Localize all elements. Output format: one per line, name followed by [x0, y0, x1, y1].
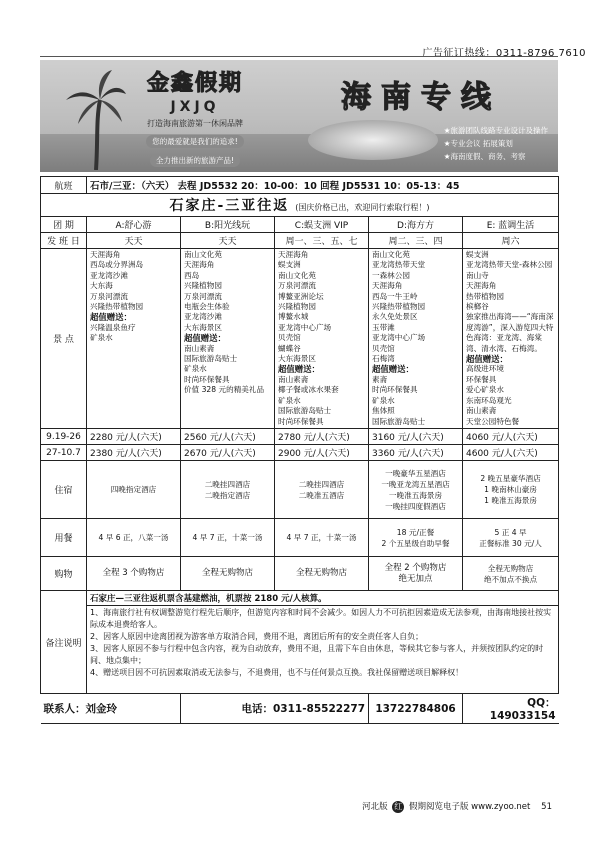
itinerary-table — [40, 176, 559, 724]
cell-line: 二晚准五酒店 — [298, 490, 345, 500]
price-value: 3360 元/人(六天) — [369, 445, 463, 461]
spot-item: 时尚环保餐具 — [278, 416, 324, 426]
spot-item: 高级进环境 — [466, 364, 504, 374]
price-value: 2560 元/人(六天) — [181, 429, 275, 445]
group-row — [41, 217, 559, 233]
cell-line: 全程无购物店 — [487, 563, 534, 573]
spot-item: 电瓶会生体验 — [184, 302, 230, 312]
spot-item: 天涯海角 — [466, 281, 497, 291]
top-divider — [40, 56, 558, 57]
schedule-label: 发 班 日 — [41, 233, 87, 249]
shopping-value — [463, 557, 559, 591]
spot-item: 西岛或分界洲岛 — [90, 260, 144, 270]
spot-item: 热带植物园 — [466, 291, 504, 301]
spot-item: 国际旅游岛贴士 — [278, 406, 332, 416]
price-value: 2900 元/人(六天) — [275, 445, 369, 461]
pool-illustration — [308, 120, 438, 160]
spot-item: 蜈支洲 — [466, 250, 489, 259]
shopping-value — [369, 557, 463, 591]
price-row — [41, 445, 559, 461]
schedule-value: 天天 — [181, 233, 275, 249]
spot-item: 亚龙湾沙滩 — [184, 312, 222, 322]
cell-line: 一晚豪华五星酒店 — [385, 468, 446, 478]
cell-line: 一晚准五海景房 — [388, 490, 443, 500]
brand-slogan: 打造海南旅游第一休闲品牌 — [147, 119, 243, 128]
remark-line: 4、赠送项目因不可抗因素取消或无法参与，不退费用，也不与任何景点互换。我社保留赠送项目解释权！ — [90, 668, 464, 677]
route-title: 石家庄-三亚往返 — [169, 198, 290, 214]
group-label: 团 期 — [41, 217, 87, 233]
footer-site: 假期阅览电子版 www.zyoo.net — [408, 802, 531, 812]
schedule-value: 周一、三、五、七 — [275, 233, 369, 249]
ad-hotline: 广告征订热线：0311-8796 7610 — [422, 48, 586, 59]
group-name: E: 蓝调生活 — [463, 217, 559, 233]
meals-value — [87, 519, 181, 557]
schedule-row — [41, 233, 559, 249]
spots-list — [275, 249, 369, 429]
phone-number: 0311-85522277 — [272, 703, 365, 715]
spot-item: 天涯海角 — [184, 260, 215, 270]
spots-list — [87, 249, 181, 429]
spot-item: 南山文化苑 — [278, 270, 316, 280]
qq-number: 149033154 — [489, 710, 556, 722]
price-value: 2280 元/人(六天) — [87, 429, 181, 445]
cell-line: 4 早 7 正，十菜一汤 — [286, 533, 357, 542]
contact-label: 联系人： — [43, 703, 86, 715]
brand-block — [120, 66, 270, 167]
cell-line: 全程 3 个购物店 — [102, 568, 165, 578]
cell-line: 四晚指定酒店 — [110, 485, 157, 494]
group-name: A:舒心游 — [87, 217, 181, 233]
spot-item: 万泉河漂流 — [90, 291, 128, 301]
spots-row — [41, 249, 559, 429]
remarks-label: 备注说明 — [41, 591, 87, 694]
spot-item: 大东海 — [90, 281, 113, 291]
spot-item: 蜈支洲 — [278, 260, 301, 270]
spot-item: 玉带滩 — [372, 322, 395, 332]
shopping-value — [275, 557, 369, 591]
remarks-head: 石家庄—三亚往返机票含基建燃油，机票按 2180 元/人核算。 — [87, 591, 559, 606]
page-number: 51 — [541, 802, 552, 812]
spot-item: 兴隆热带植物园 — [90, 302, 144, 312]
schedule-value: 周六 — [463, 233, 559, 249]
lodging-row — [41, 461, 559, 519]
gift-heading: 超值赠送： — [372, 364, 414, 375]
cell-line: 绝无加点 — [398, 573, 433, 584]
cell-line: 一晚挂四度假酒店 — [385, 501, 446, 511]
spot-item: 矿泉水 — [278, 395, 301, 405]
flight-info: 石市/三亚：（六天） 去程 JD5532 20：10-00：10 回程 JD5531 10：05-13：45 — [87, 177, 559, 194]
spot-item: 焦体照 — [372, 406, 395, 416]
title-row — [41, 194, 559, 217]
cell-line: 4 早 6 正，八菜一汤 — [98, 533, 169, 542]
lodging-value — [181, 461, 275, 519]
spot-item: 博鳌水城 — [278, 312, 309, 322]
remark-line: 2、因客人原因中途离团视为游客单方取消合同，费用不退，离团后所有的安全责任客人自负； — [90, 632, 424, 641]
group-name: D:海方方 — [369, 217, 463, 233]
schedule-value: 天天 — [87, 233, 181, 249]
banner — [40, 60, 558, 172]
qq-label: QQ： — [527, 697, 556, 709]
headline: 海南专线 — [341, 80, 501, 115]
spot-item: 亚龙湾沙滩 — [90, 270, 128, 280]
spot-item: 贝壳馆 — [278, 333, 301, 343]
price-value: 4060 元/人(六天) — [463, 429, 559, 445]
lodging-label: 住宿 — [41, 461, 87, 519]
spot-item: 天涯海角 — [90, 250, 121, 259]
spots-list — [181, 249, 275, 429]
lodging-value — [369, 461, 463, 519]
spot-item: 南山文化苑 — [372, 250, 410, 259]
cell-line: 18 元/正餐 — [396, 527, 435, 537]
spot-item: 矿泉水 — [90, 333, 113, 343]
price-date: 27-10.7 — [41, 445, 87, 461]
route-note: (国庆价格已出，欢迎同行索取行程！) — [295, 203, 430, 212]
spot-item: 贝壳馆 — [372, 343, 395, 353]
spot-item: 矿泉水 — [372, 395, 395, 405]
spot-item: 椰子餐或冰水果套 — [278, 385, 339, 395]
cell-line: 二晚挂四酒店 — [204, 479, 251, 489]
spot-item: 蝴蝶谷 — [278, 343, 301, 353]
spots-list — [369, 249, 463, 429]
slogan-pill-1: 您的最爱就是我们的追求! — [146, 135, 244, 148]
footer-edition: 河北版 — [362, 802, 388, 812]
spot-item: 兴隆热带植物园 — [372, 302, 426, 312]
taglines — [444, 124, 548, 163]
cell-line: 全程 2 个购物店 — [384, 562, 447, 573]
spot-item: 槟榔谷 — [466, 302, 489, 312]
price-value: 2780 元/人(六天) — [275, 429, 369, 445]
spot-item: 西岛一牛王岭 — [372, 291, 418, 301]
spot-item: 国际旅游岛贴士 — [372, 416, 426, 426]
spot-item: 天涯海角 — [278, 250, 309, 259]
spot-item: 万泉河漂流 — [278, 281, 316, 291]
spot-item: 亚龙湾热带天堂 — [372, 260, 426, 270]
palm-tree-icon — [66, 70, 126, 170]
shopping-value — [181, 557, 275, 591]
meals-value — [275, 519, 369, 557]
spot-item: 南山文化苑 — [184, 250, 222, 259]
meals-value — [369, 519, 463, 557]
spots-label: 景 点 — [41, 249, 87, 429]
shopping-value — [87, 557, 181, 591]
phone-label: 电话： — [241, 703, 273, 715]
cell-line: 4 早 7 正，十菜一汤 — [192, 533, 263, 542]
spot-item: 亚龙湾热带天堂-森林公园 — [466, 260, 553, 270]
tagline: ★海南度假、商务、考察 — [443, 152, 526, 161]
page-footer — [362, 800, 552, 813]
remark-line: 1、海南旅行社有权调整游览行程先后顺序，但游览内容和时间不会减少。如因人力不可抗拒因素造成无法参观，由海南地接社按实际成本退费给客人。 — [90, 608, 552, 629]
price-value: 3160 元/人(六天) — [369, 429, 463, 445]
price-value: 2670 元/人(六天) — [181, 445, 275, 461]
spot-item: 价值 328 元的精美礼品 — [184, 385, 265, 395]
spot-item: 石梅湾 — [372, 354, 395, 364]
mobile-number: 13722784806 — [375, 702, 456, 715]
spots-list — [463, 249, 559, 429]
cell-line: 5 正 4 早 — [494, 527, 527, 537]
flight-row — [41, 177, 559, 194]
spot-item: 大东海景区 — [278, 354, 316, 364]
spot-item: 东南环岛观光 — [466, 395, 512, 405]
cell-line: 二晚指定酒店 — [204, 490, 251, 500]
price-date: 9.19-26 — [41, 429, 87, 445]
spot-item: 兴隆温泉鱼疗 — [90, 322, 136, 332]
spot-item: 一森林公园 — [372, 270, 410, 280]
group-name: B:阳光线玩 — [181, 217, 275, 233]
cell-line: 全程无购物店 — [295, 568, 347, 578]
remarks-body — [87, 606, 559, 694]
spot-item: 博鳌亚洲论坛 — [278, 291, 324, 301]
slogan-pill-2: 全力推出新的旅游产品! — [150, 154, 240, 167]
gift-heading: 超值赠送： — [184, 333, 226, 344]
spot-item: 时尚环保餐具 — [372, 385, 418, 395]
spot-item: 独家推出海湾——“海南深度湾游”，深入游览四大特色海湾：亚龙湾、海棠湾、清水湾、石梅湾。 — [466, 312, 554, 353]
cell-line: 1 晚南林山豪房 — [484, 485, 537, 494]
meals-value — [463, 519, 559, 557]
contact-person: 刘金玲 — [85, 703, 117, 715]
spot-item: 国际旅游岛贴士 — [184, 354, 238, 364]
spot-item: 南山寺 — [466, 270, 489, 280]
tagline: ★专业会议 拓展策划 — [443, 139, 513, 148]
cell-line: 2 个五星级自助早餐 — [381, 538, 450, 548]
lodging-value — [87, 461, 181, 519]
spot-item: 时尚环保餐具 — [184, 374, 230, 384]
brand-logo: 金鑫假期 — [146, 70, 243, 96]
spot-item: 天涯海角 — [372, 281, 403, 291]
shopping-label: 购物 — [41, 557, 87, 591]
gift-heading: 超值赠送： — [466, 354, 508, 365]
gift-heading: 超值赠送： — [278, 364, 320, 375]
spot-item: 南山素斋 — [184, 343, 215, 353]
spot-item: 环保餐具 — [466, 374, 497, 384]
spot-item: 素斋 — [372, 374, 388, 384]
shopping-row — [41, 557, 559, 591]
cell-line: 二晚挂四酒店 — [298, 479, 345, 489]
spot-item: 矿泉水 — [184, 364, 207, 374]
group-name: C:蜈支洲 VIP — [275, 217, 369, 233]
remarks-head-row — [41, 591, 559, 606]
spot-item: 大东海景区 — [184, 322, 222, 332]
cell-line: 1 晚准五海景房 — [484, 496, 537, 505]
contact-row — [41, 694, 559, 724]
brand-latin: JXJQ — [170, 99, 220, 115]
cell-line: 一晚亚龙湾五星酒店 — [381, 479, 450, 489]
spot-item: 兴隆植物园 — [184, 281, 222, 291]
cell-line: 正餐标准 30 元/人 — [479, 538, 542, 548]
spot-item: 爱心矿泉水 — [466, 385, 504, 395]
spot-item: 亚龙湾中心广场 — [372, 333, 426, 343]
spot-item: 万泉河漂流 — [184, 291, 222, 301]
price-value: 2380 元/人(六天) — [87, 445, 181, 461]
cell-line: 全程无购物店 — [201, 568, 253, 578]
lodging-value — [463, 461, 559, 519]
spot-item: 南山素斋 — [278, 374, 309, 384]
spot-item: 天堂公园特色餐 — [466, 416, 520, 426]
spot-item: 南山素斋 — [466, 406, 497, 416]
price-row — [41, 429, 559, 445]
tagline: ★旅游团队线路专业设计及操作 — [443, 126, 548, 135]
spot-item: 兴隆植物园 — [278, 302, 316, 312]
lodging-value — [275, 461, 369, 519]
spot-item: 西岛 — [184, 270, 200, 280]
cell-line: 绝不加点不换点 — [483, 574, 538, 584]
schedule-value: 周二、三、四 — [369, 233, 463, 249]
meals-value — [181, 519, 275, 557]
spot-item: 永久免处景区 — [372, 312, 418, 322]
footer-badge: 红 — [394, 802, 403, 811]
remark-line: 3、因客人原因不参与行程中包含内容，视为自动放弃，费用不退，且需下车自由休息，等候其它参与客人，并须按团队约定的时间、地点集中； — [90, 644, 544, 665]
cell-line: 2 晚五星豪华酒店 — [480, 474, 541, 483]
price-value: 4600 元/人(六天) — [463, 445, 559, 461]
meals-row — [41, 519, 559, 557]
gift-heading: 超值赠送： — [90, 312, 132, 323]
meals-label: 用餐 — [41, 519, 87, 557]
flight-label: 航班 — [41, 177, 87, 194]
remarks-row — [41, 606, 559, 694]
spot-item: 亚龙湾中心广场 — [278, 322, 332, 332]
